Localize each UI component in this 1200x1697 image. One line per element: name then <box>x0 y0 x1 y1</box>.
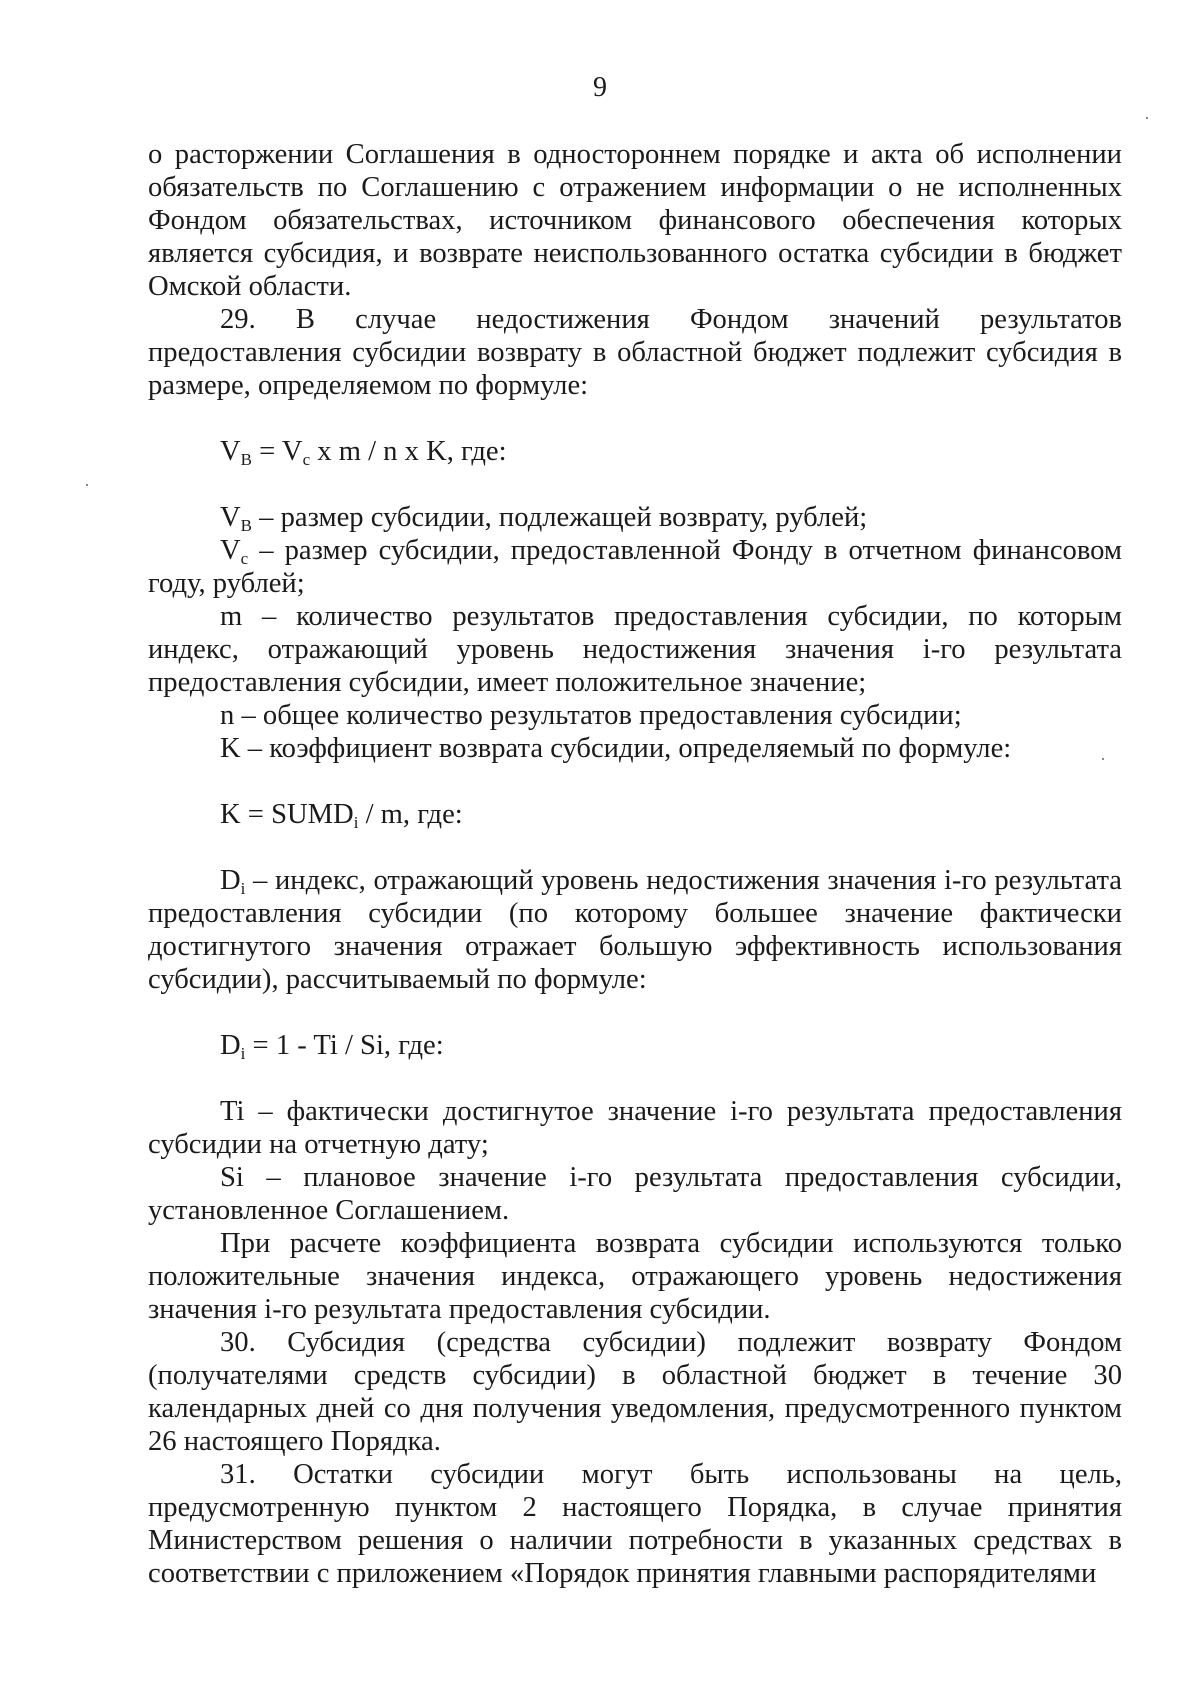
formula-d: $D_i = 1 - Ti / Si$, где: <box>220 1030 444 1063</box>
page-number: 9 <box>593 72 607 103</box>
document-body <box>148 138 1122 1590</box>
paragraph-calculation: При расчете коэффициента возврата субсидии используются только положительные значения индекса, отражающего уровень недостижения значения i-го результата предоставления субсидии. <box>148 1228 1122 1325</box>
definition-si: Si – плановое значение i-го результата предоставления субсидии, установленное Соглашением. <box>148 1162 1122 1226</box>
paragraph-continuation: о расторжении Соглашения в одностороннем порядке и акта об исполнении обязательств по Соглашению с отражением информации о не исполненных Фондом обязательствах, источником финансового обеспечения которых является субсидия, и возврате неиспользованного остатка субсидии в бюджет Омской области. <box>148 139 1122 302</box>
formula-vb: $V_B = V_c$ x m / n x K, где: <box>220 436 507 469</box>
definition-n: n – общее количество результатов предоставления субсидии; <box>220 700 962 731</box>
scan-speck <box>1102 758 1104 760</box>
paragraph-29: 29. В случае недостижения Фондом значений результатов предоставления субсидии возврату в областной бюджет подлежит субсидия в размере, определяемом по формуле: <box>148 304 1122 401</box>
definition-vc: $V_c$ – размер субсидии, предоставленной Фонду в отчетном финансовом году, рублей; <box>148 535 1122 599</box>
formula-k: $K = SUMD_i / m$, где: <box>220 799 463 832</box>
paragraph-31: 31. Остатки субсидии могут быть использованы на цель, предусмотренную пунктом 2 настоящего Порядка, в случае принятия Министерством решения о наличии потребности в указанных средствах в соответствии с приложением «Порядок принятия главными распорядителями <box>148 1459 1122 1589</box>
paragraph-30: 30. Субсидия (средства субсидии) подлежит возврату Фондом (получателями средств субсидии) в областной бюджет в течение 30 календарных дней со дня получения уведомления, предусмотренного пунктом 26 настоящего Порядка. <box>148 1327 1122 1457</box>
definition-m: m – количество результатов предоставления субсидии, по которым индекс, отражающий уровень недостижения значения i-го результата предоставления субсидии, имеет положительное значение; <box>148 601 1122 698</box>
definition-ti: Ti – фактически достигнутое значение i-го результата предоставления субсидии на отчетную дату; <box>148 1096 1122 1160</box>
scan-speck <box>86 484 88 486</box>
definition-vb: $V_B$ – размер субсидии, подлежащей возврату, рублей; <box>220 502 868 535</box>
definition-d: $D_i$ – индекс, отражающий уровень недостижения значения i-го результата предоставления субсидии (по которому большее значение фактически достигнутого значения отражает большую эффективность использования субсидии), рассчитываемый по формуле: <box>148 865 1122 995</box>
scan-speck <box>1146 117 1148 119</box>
definition-k: K – коэффициент возврата субсидии, определяемый по формуле: <box>220 733 1012 764</box>
